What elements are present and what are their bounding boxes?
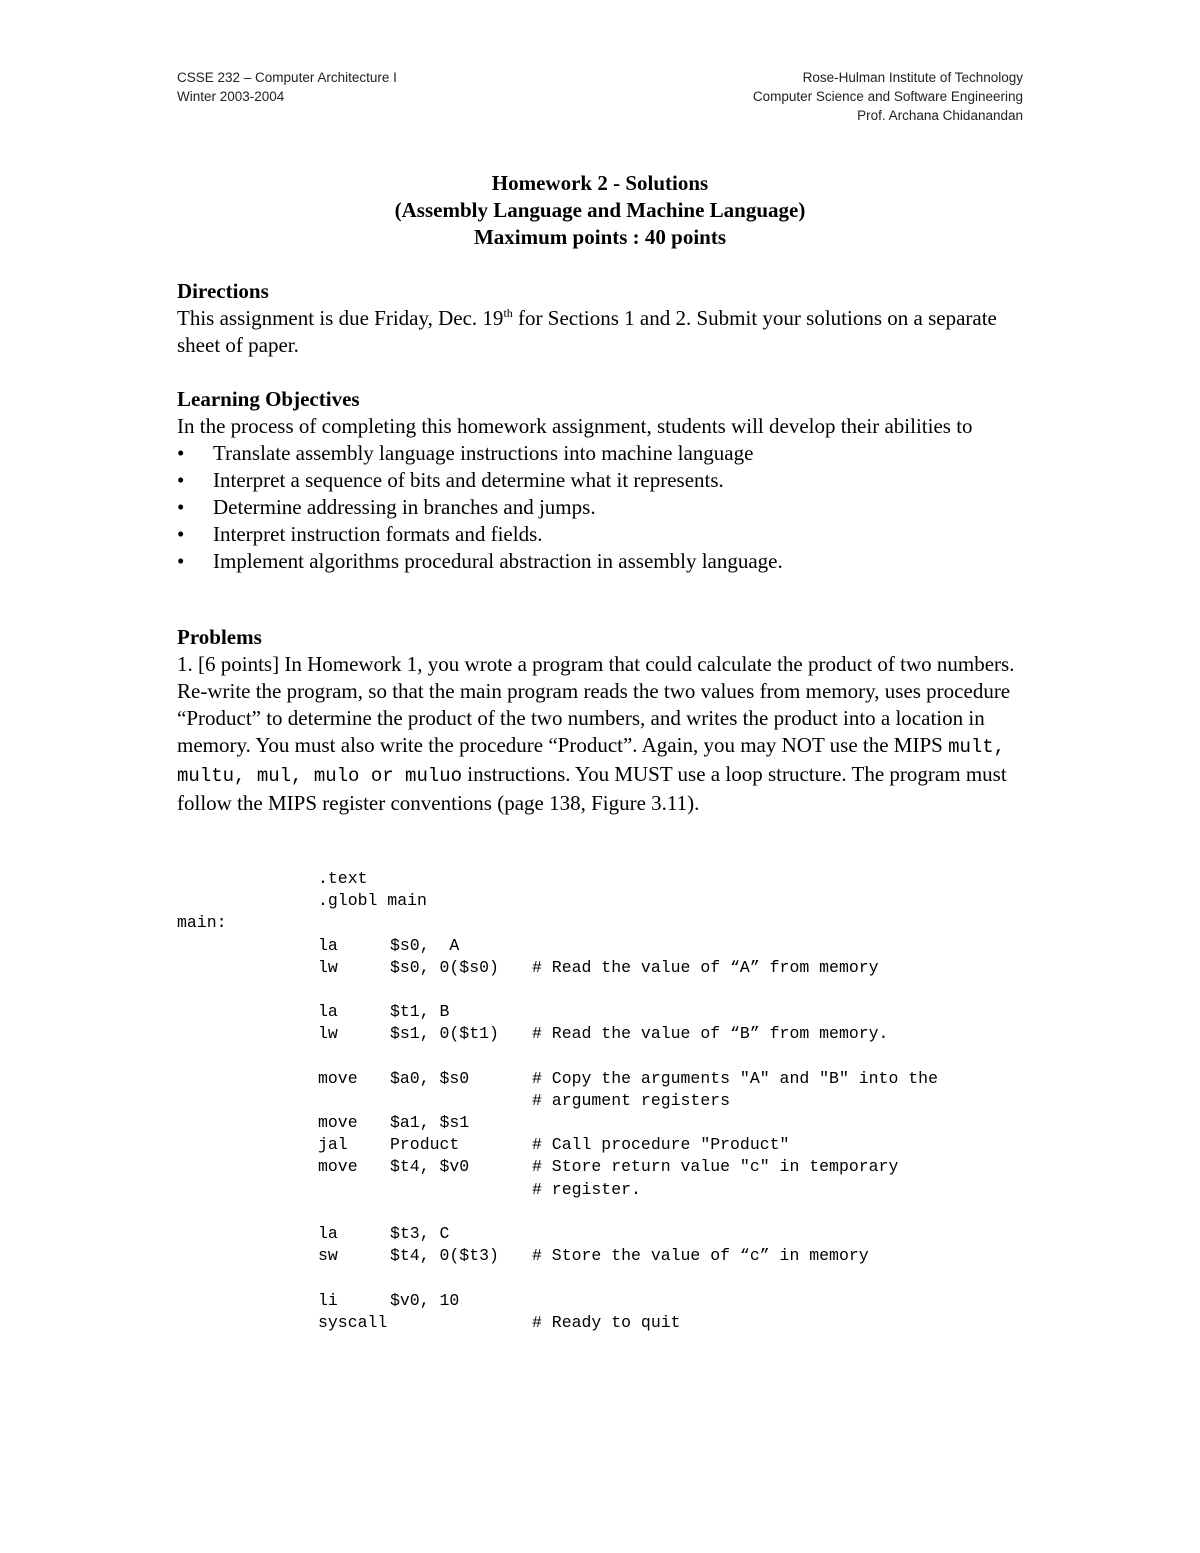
directions-heading: Directions (177, 279, 269, 303)
code-label (177, 1023, 318, 1045)
code-label (177, 935, 318, 957)
objectives-section (177, 386, 1027, 575)
code-op (318, 1201, 390, 1223)
code-args: $t3, C (390, 1224, 450, 1243)
code-line (177, 1179, 1047, 1201)
code-args (390, 1267, 532, 1289)
code-line (177, 979, 1047, 1001)
code-op: move (318, 1113, 358, 1133)
list-item: • Interpret instruction formats and fields. (177, 521, 1027, 548)
code-comment: # Call procedure "Product" (532, 1135, 790, 1155)
code-label (177, 1001, 318, 1023)
header-right (753, 68, 1023, 125)
code-args (390, 1090, 532, 1112)
directions-text (177, 305, 1027, 359)
code-op: la (318, 1002, 338, 1022)
code-args (390, 1201, 532, 1223)
code-args: $s1, 0($t1) (390, 1024, 499, 1044)
code-comment (532, 1112, 1047, 1134)
code-comment: # Read the value of “B” from memory. (532, 1024, 889, 1044)
list-item: • Determine addressing in branches and jumps. (177, 494, 1027, 521)
course-name: CSSE 232 – Computer Architecture I (177, 70, 397, 85)
problem-1-text (177, 651, 1027, 817)
problem-1-text-b: instructions. You MUST use a loop structure. The program must follow the MIPS register conventions (page 138, Figure 3.11). (177, 762, 1007, 815)
code-comment: # argument registers (532, 1090, 731, 1110)
title-line-3: Maximum points : 40 points (473, 225, 727, 249)
code-comment: # Copy the arguments "A" and "B" into the (532, 1068, 938, 1088)
code-line (177, 1090, 1047, 1112)
code-label (177, 1090, 318, 1112)
code-label (177, 1267, 318, 1289)
code-args (390, 912, 532, 934)
professor: Prof. Archana Chidanandan (857, 108, 1023, 123)
list-item: • Translate assembly language instructions into machine language (177, 440, 1027, 467)
code-line (177, 890, 1047, 912)
code-args: $t4, 0($t3) (390, 1246, 499, 1266)
directions-text-a: This assignment is due Friday, Dec. 19 (177, 306, 504, 330)
code-args: $s0, A (390, 935, 460, 955)
code-line (177, 1112, 1047, 1134)
code-args: $s0, 0($s0) (390, 957, 499, 977)
code-line (177, 1290, 1047, 1312)
code-label (177, 957, 318, 979)
code-line (177, 1267, 1047, 1289)
code-args (390, 979, 532, 1001)
code-op: .globl main (318, 891, 427, 911)
title-line-1: Homework 2 - Solutions (491, 171, 709, 195)
code-args: $v0, 10 (390, 1290, 460, 1310)
code-label (177, 1312, 318, 1334)
objectives-heading: Learning Objectives (177, 387, 360, 411)
code-args (390, 1179, 532, 1201)
code-label (177, 979, 318, 1001)
code-comment (532, 890, 1047, 912)
ordinal-suffix: th (503, 306, 513, 320)
list-item: • Interpret a sequence of bits and determine what it represents. (177, 467, 1027, 494)
code-label (177, 1156, 318, 1178)
code-op: move (318, 1068, 358, 1088)
code-line (177, 1223, 1047, 1245)
code-label (177, 1046, 318, 1068)
code-label (177, 868, 318, 890)
code-comment (532, 1046, 1047, 1068)
code-comment (532, 935, 1047, 957)
code-op (318, 979, 390, 1001)
code-op: lw (318, 1024, 338, 1044)
code-args: $a0, $s0 (390, 1068, 470, 1088)
code-comment: # register. (532, 1179, 641, 1199)
code-op: la (318, 1224, 338, 1243)
directions-section (177, 278, 1027, 359)
term: Winter 2003-2004 (177, 89, 285, 104)
code-op: .text (318, 869, 368, 888)
objectives-list (177, 440, 1027, 575)
code-comment (532, 1223, 1047, 1245)
header-left (177, 68, 397, 106)
code-label (177, 1201, 318, 1223)
code-op (318, 1046, 390, 1068)
objectives-intro: In the process of completing this homework assignment, students will develop their abilities to (177, 414, 973, 438)
code-args (390, 1046, 532, 1068)
problem-1-text-a: 1. [6 points] In Homework 1, you wrote a program that could calculate the product of two numbers. Re-write the program, so that the main program reads the two values from memory, uses procedure “Product” to determine the product of the two numbers, and writes the product into a location in memory. You must also write the procedure “Product”. Again, you may NOT use the MIPS (177, 652, 1015, 757)
code-comment (532, 912, 1047, 934)
code-comment: # Store the value of “c” in memory (532, 1246, 869, 1266)
code-line (177, 868, 1047, 890)
code-line (177, 1001, 1047, 1023)
code-label: main: (177, 913, 227, 933)
code-op: jal (318, 1135, 348, 1155)
code-args: $t1, B (390, 1002, 450, 1022)
code-op: la (318, 935, 338, 955)
code-comment (532, 979, 1047, 1001)
code-op (318, 912, 390, 934)
problems-heading: Problems (177, 625, 262, 649)
code-line (177, 912, 1047, 934)
title-line-2: (Assembly Language and Machine Language) (394, 198, 806, 222)
code-op (318, 1090, 390, 1112)
code-line (177, 1068, 1047, 1090)
code-line (177, 957, 1047, 979)
code-line (177, 935, 1047, 957)
code-label (177, 1290, 318, 1312)
code-label (177, 1179, 318, 1201)
code-comment: # Ready to quit (532, 1312, 681, 1332)
code-label (177, 1112, 318, 1134)
code-comment (532, 1201, 1047, 1223)
code-line (177, 1023, 1047, 1045)
code-line (177, 1134, 1047, 1156)
code-label (177, 1223, 318, 1245)
code-line (177, 1156, 1047, 1178)
code-label (177, 890, 318, 912)
code-op (318, 1267, 390, 1289)
code-comment: # Store return value "c" in temporary (532, 1157, 899, 1177)
code-op (318, 1179, 390, 1201)
directions-text-b: for Sections 1 and 2. Submit your solutions on a separate sheet of paper. (177, 306, 997, 357)
code-args (390, 1312, 532, 1334)
code-op: sw (318, 1246, 338, 1266)
code-args: $a1, $s1 (390, 1113, 470, 1133)
institution: Rose-Hulman Institute of Technology (802, 70, 1023, 85)
code-listing (177, 868, 1047, 1334)
code-comment: # Read the value of “A” from memory (532, 957, 879, 977)
code-comment (532, 1290, 1047, 1312)
code-op: lw (318, 957, 338, 977)
code-comment (532, 1267, 1047, 1289)
code-comment (532, 868, 1047, 890)
code-line (177, 1245, 1047, 1267)
code-label (177, 1134, 318, 1156)
code-label (177, 1068, 318, 1090)
code-op: move (318, 1157, 358, 1177)
code-line (177, 1312, 1047, 1334)
code-comment (532, 1001, 1047, 1023)
document-title (0, 170, 1200, 251)
code-line (177, 1046, 1047, 1068)
code-args: $t4, $v0 (390, 1157, 470, 1177)
problems-section (177, 624, 1027, 817)
list-item: • Implement algorithms procedural abstraction in assembly language. (177, 548, 1027, 575)
code-args (390, 868, 532, 890)
code-label (177, 1245, 318, 1267)
code-op: li (318, 1290, 338, 1310)
forbidden-instructions: mult, multu, mul, mulo or muluo (177, 736, 1006, 787)
code-line (177, 1201, 1047, 1223)
code-args: Product (390, 1135, 460, 1155)
code-op: syscall (318, 1312, 388, 1332)
department: Computer Science and Software Engineering (752, 89, 1023, 104)
